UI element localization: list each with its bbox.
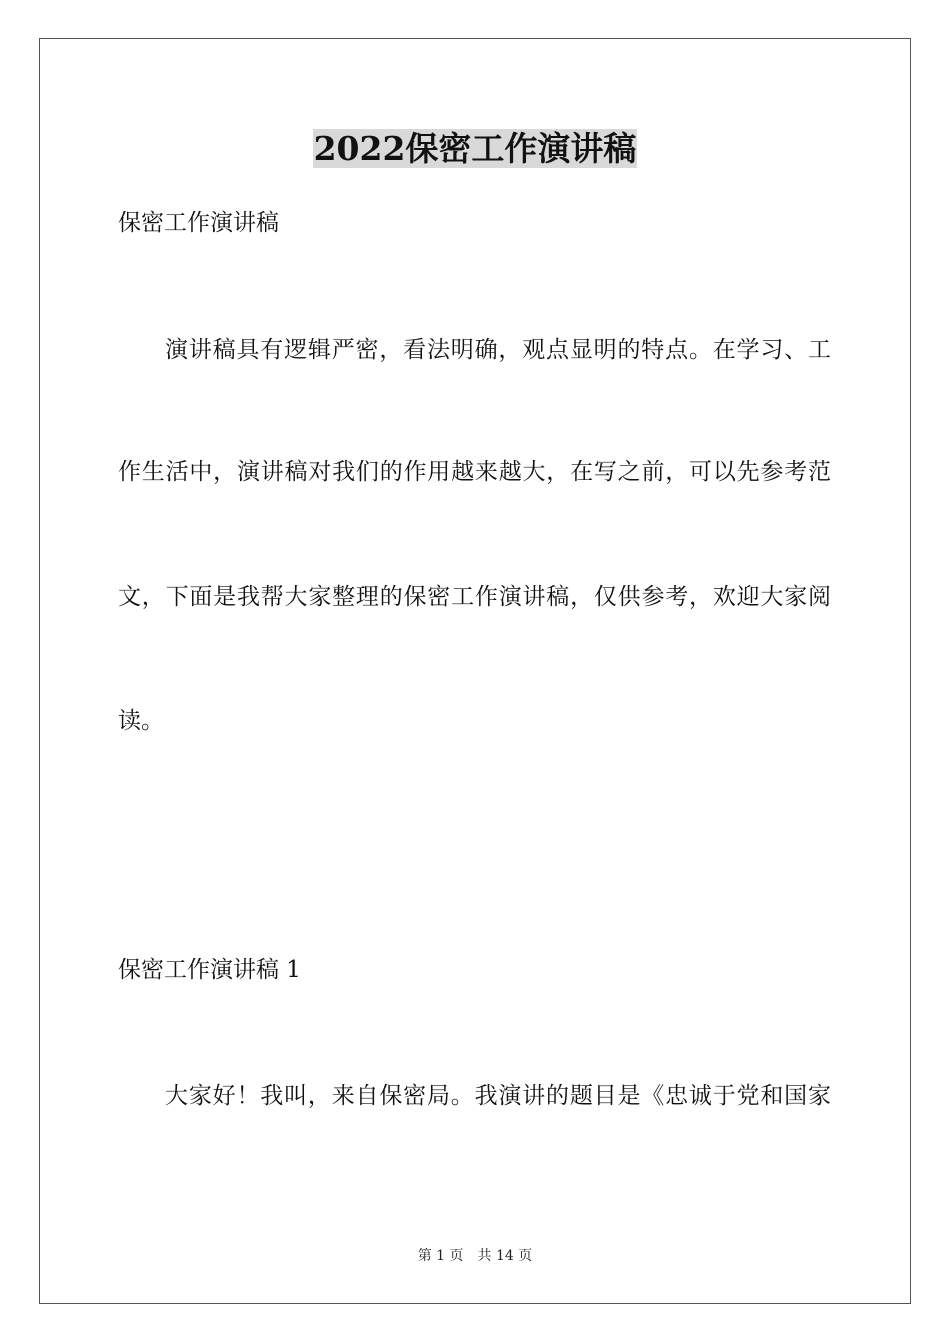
page-footer xyxy=(0,1246,950,1266)
page-number: 第 1 页 xyxy=(417,1248,464,1264)
intro-line-1: 演讲稿具有逻辑严密，看法明确，观点显明的特点。在学习、工 xyxy=(165,337,831,363)
document-title xyxy=(0,125,950,173)
section-paragraph-line-1: 大家好！我叫，来自保密局。我演讲的题目是《忠诚于党和国家 xyxy=(165,1083,831,1109)
intro-line-4: 读。 xyxy=(118,708,164,734)
document-title-text: 2022保密工作演讲稿 xyxy=(313,129,637,168)
main-heading: 保密工作演讲稿 xyxy=(118,210,279,236)
intro-line-2: 作生活中，演讲稿对我们的作用越来越大，在写之前，可以先参考范 xyxy=(118,459,831,485)
intro-line-3: 文，下面是我帮大家整理的保密工作演讲稿，仅供参考，欢迎大家阅 xyxy=(118,584,831,610)
total-pages: 共 14 页 xyxy=(477,1248,533,1264)
section-heading: 保密工作演讲稿 1 xyxy=(118,957,301,983)
